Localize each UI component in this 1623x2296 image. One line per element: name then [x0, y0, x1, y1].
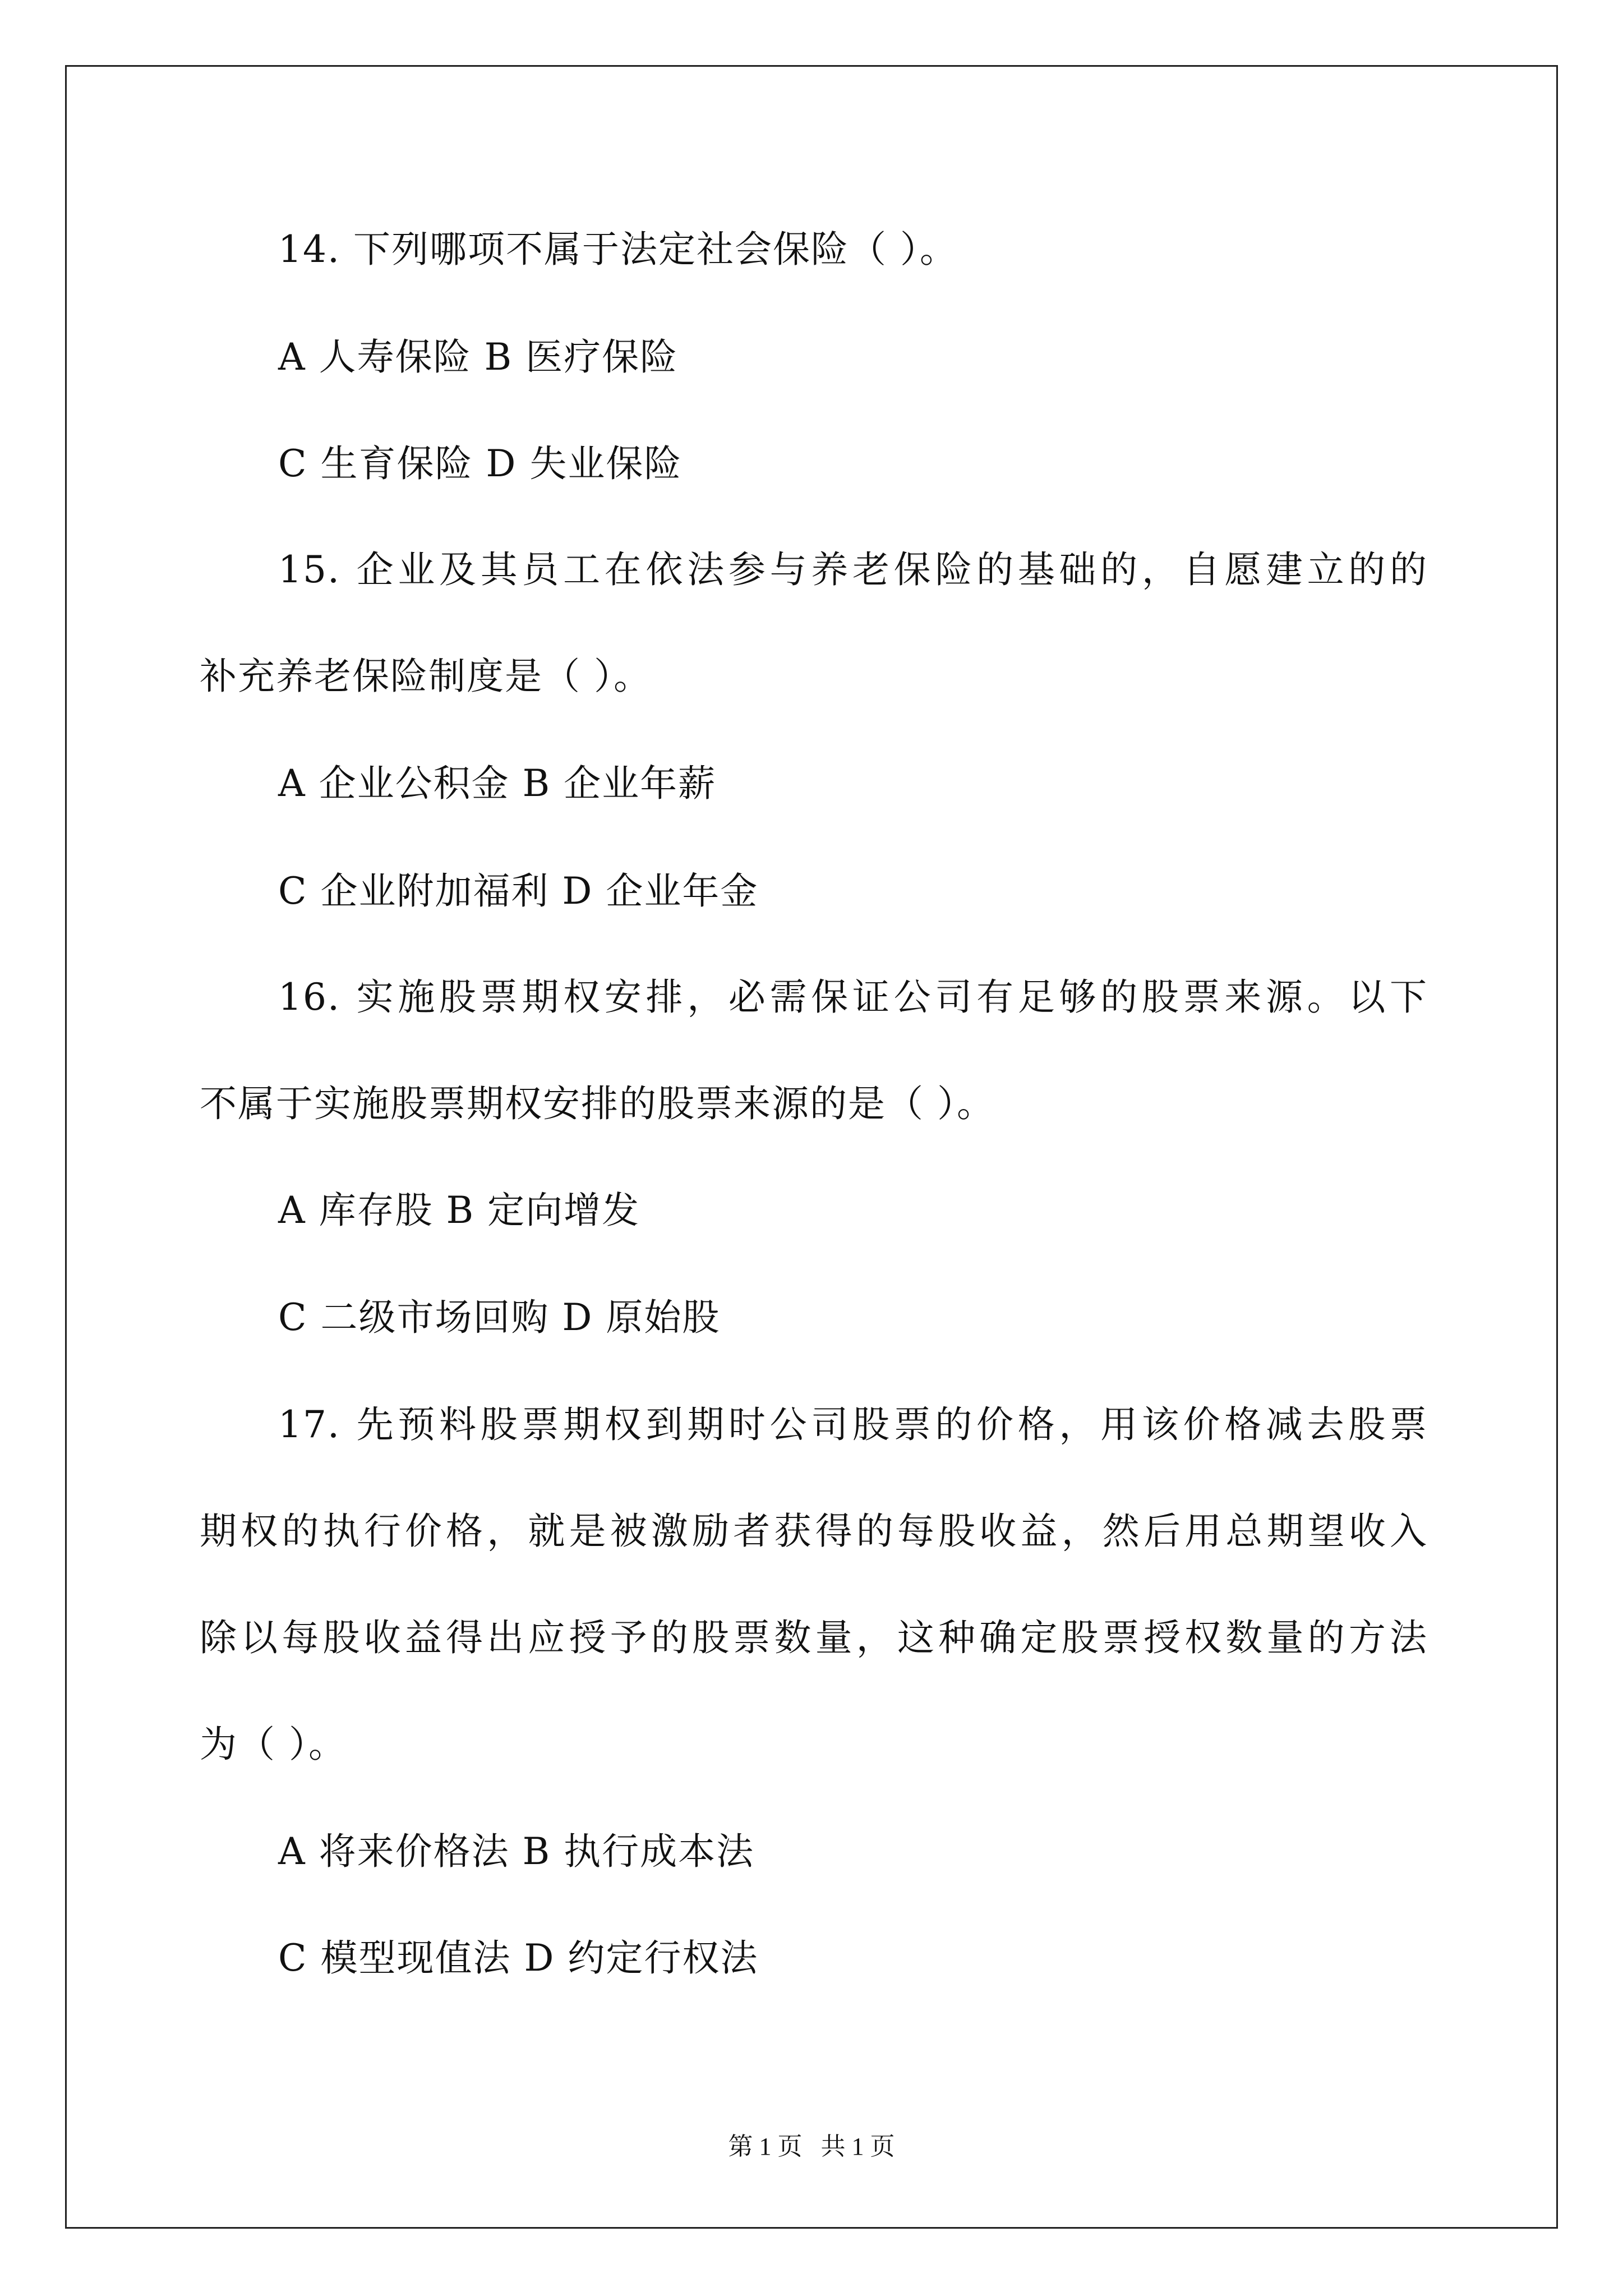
question-17-options-ab: A 将来价格法 B 执行成本法 [278, 1830, 755, 1873]
question-17-stem-line-2: 期权的执行价格，就是被激励者获得的每股收益，然后用总期望收入 [200, 1510, 1428, 1553]
question-17-options-cd: C 模型现值法 D 约定行权法 [278, 1936, 759, 1980]
question-16-stem-line-1: 16. 实施股票期权安排，必需保证公司有足够的股票来源。以下 [278, 976, 1428, 1019]
question-14-options-ab: A 人寿保险 B 医疗保险 [278, 335, 679, 379]
question-16-options-ab: A 库存股 B 定向增发 [278, 1189, 640, 1232]
question-15-options-cd: C 企业附加福利 D 企业年金 [278, 869, 759, 913]
question-16-stem-line-2: 不属于实施股票期权安排的股票来源的是（ ）。 [200, 1082, 995, 1125]
question-15-options-ab: A 企业公积金 B 企业年薪 [278, 762, 717, 805]
question-17-stem-line-1: 17. 先预料股票期权到期时公司股票的价格，用该价格减去股票 [278, 1403, 1428, 1446]
question-17-stem-line-3: 除以每股收益得出应授予的股票数量，这种确定股票授权数量的方法 [200, 1616, 1428, 1659]
question-15-stem-line-2: 补充养老保险制度是（ ）。 [200, 655, 652, 698]
page-border [65, 65, 1558, 2229]
question-14-stem: 14. 下列哪项不属于法定社会保险（ ）。 [278, 228, 958, 271]
question-15-stem-line-1: 15. 企业及其员工在依法参与养老保险的基础的，自愿建立的的 [278, 548, 1428, 591]
question-16-options-cd: C 二级市场回购 D 原始股 [278, 1296, 721, 1339]
question-14-options-cd: C 生育保险 D 失业保险 [278, 442, 683, 485]
page-footer: 第 1 页 共 1 页 [728, 2133, 895, 2160]
question-17-stem-line-4: 为（ ）。 [200, 1723, 347, 1766]
